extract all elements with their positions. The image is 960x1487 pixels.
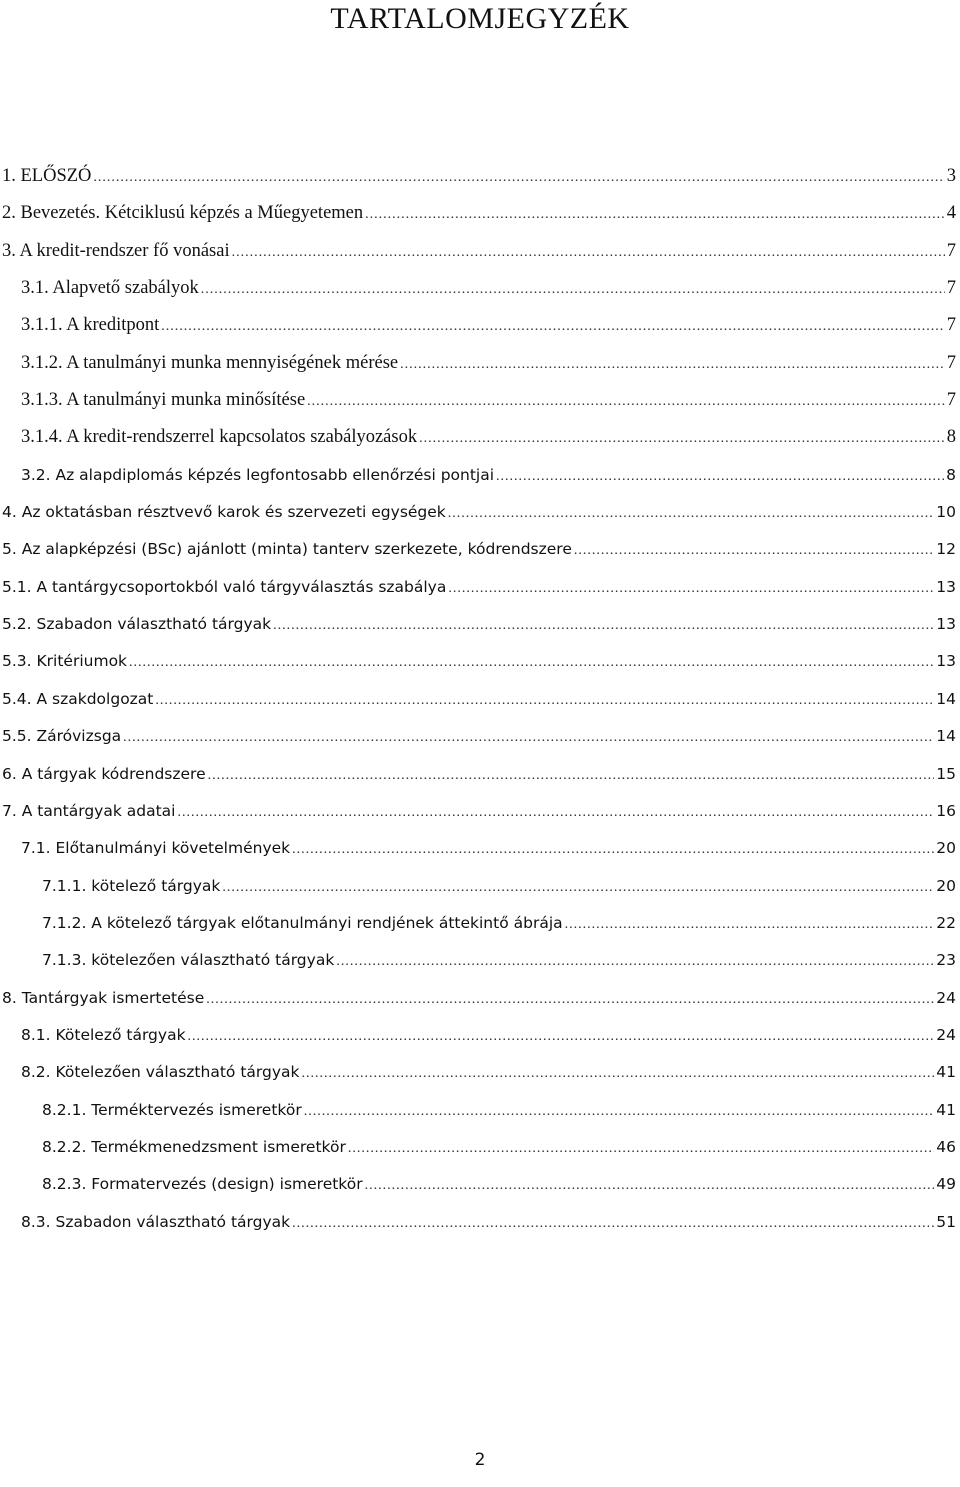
toc-entry-page: 20 bbox=[936, 839, 956, 858]
toc-dot-leader bbox=[232, 234, 945, 271]
toc-entry[interactable] bbox=[0, 606, 960, 643]
toc-entry-page: 7 bbox=[946, 240, 956, 261]
toc-entry-page: 41 bbox=[936, 1100, 956, 1119]
table-of-contents bbox=[0, 158, 960, 1241]
toc-entry[interactable] bbox=[0, 643, 960, 680]
toc-entry-title: 5. Az alapképzési (BSc) ajánlott (minta) tanterv szerkezete, kódrendszere bbox=[2, 540, 572, 559]
toc-entry-page: 22 bbox=[936, 913, 956, 932]
toc-dot-leader bbox=[365, 1167, 935, 1204]
toc-entry-page: 20 bbox=[936, 876, 956, 895]
toc-entry[interactable] bbox=[0, 980, 960, 1017]
toc-entry-page: 7 bbox=[946, 278, 956, 299]
toc-entry-title: 3. A kredit-rendszer fő vonásai bbox=[2, 240, 230, 261]
toc-entry[interactable] bbox=[0, 195, 960, 232]
toc-entry-title: 7.1.1. kötelező tárgyak bbox=[42, 876, 221, 895]
toc-dot-leader bbox=[177, 794, 934, 831]
toc-entry-page: 23 bbox=[936, 951, 956, 970]
toc-entry-title: 3.2. Az alapdiplomás képzés legfontosabb ellenőrzési pontjai bbox=[21, 465, 495, 484]
toc-dot-leader bbox=[222, 869, 934, 906]
toc-entry-page: 8 bbox=[946, 465, 956, 484]
toc-entry-title: 5.4. A szakdolgozat bbox=[2, 689, 154, 708]
toc-entry[interactable] bbox=[0, 868, 960, 905]
toc-entry-page: 4 bbox=[946, 203, 956, 224]
toc-entry-title: 5.5. Záróvizsga bbox=[2, 727, 122, 746]
toc-dot-leader bbox=[188, 1018, 935, 1055]
toc-entry[interactable] bbox=[0, 681, 960, 718]
toc-entry-page: 7 bbox=[946, 390, 956, 411]
toc-entry-title: 7.1.2. A kötelező tárgyak előtanulmányi rendjének áttekintő ábrája bbox=[42, 913, 563, 932]
toc-entry-title: 4. Az oktatásban résztvevő karok és szervezeti egységek bbox=[2, 503, 446, 522]
toc-entry-page: 13 bbox=[936, 652, 956, 671]
toc-entry-title: 3.1.2. A tanulmányi munka mennyiségének mérése bbox=[21, 352, 399, 373]
page-title: TARTALOMJEGYZÉK bbox=[330, 2, 630, 35]
toc-entry-title: 6. A tárgyak kódrendszere bbox=[2, 764, 206, 783]
toc-entry-title: 2. Bevezetés. Kétciklusú képzés a Műegyetemen bbox=[2, 203, 364, 224]
toc-dot-leader bbox=[155, 682, 934, 719]
toc-entry[interactable] bbox=[0, 457, 960, 494]
toc-entry[interactable] bbox=[0, 307, 960, 344]
toc-entry-page: 24 bbox=[936, 1025, 956, 1044]
toc-entry[interactable] bbox=[0, 793, 960, 830]
toc-entry-page: 12 bbox=[936, 540, 956, 559]
toc-dot-leader bbox=[208, 757, 935, 794]
toc-entry[interactable] bbox=[0, 905, 960, 942]
toc-entry-title: 7.1. Előtanulmányi követelmények bbox=[21, 839, 291, 858]
toc-entry-page: 16 bbox=[936, 801, 956, 820]
toc-entry-page: 13 bbox=[936, 615, 956, 634]
toc-entry-title: 8.1. Kötelező tárgyak bbox=[21, 1025, 186, 1044]
toc-entry-title: 3.1.3. A tanulmányi munka minősítése bbox=[21, 390, 306, 411]
toc-dot-leader bbox=[365, 196, 945, 233]
toc-dot-leader bbox=[400, 346, 945, 383]
toc-dot-leader bbox=[93, 159, 944, 196]
toc-entry-page: 13 bbox=[936, 577, 956, 596]
toc-entry[interactable] bbox=[0, 419, 960, 456]
toc-entry-title: 3.1.1. A kreditpont bbox=[21, 315, 160, 336]
toc-entry-title: 5.3. Kritériumok bbox=[2, 652, 128, 671]
toc-entry-title: 3.1.4. A kredit-rendszerrel kapcsolatos szabályozások bbox=[21, 427, 418, 448]
toc-entry-title: 8.2. Kötelezően választható tárgyak bbox=[21, 1063, 300, 1082]
toc-dot-leader bbox=[201, 271, 945, 308]
toc-entry[interactable] bbox=[0, 1017, 960, 1054]
toc-entry-title: 1. ELŐSZÓ bbox=[2, 166, 92, 186]
toc-entry-title: 8.2.2. Termékmenedzsment ismeretkör bbox=[42, 1137, 346, 1156]
toc-entry[interactable] bbox=[0, 830, 960, 867]
toc-entry-title: 5.2. Szabadon választható tárgyak bbox=[2, 615, 272, 634]
toc-entry-page: 8 bbox=[946, 427, 956, 448]
toc-entry[interactable] bbox=[0, 345, 960, 382]
toc-entry[interactable] bbox=[0, 569, 960, 606]
toc-entry[interactable] bbox=[0, 1166, 960, 1203]
toc-entry[interactable] bbox=[0, 531, 960, 568]
toc-dot-leader bbox=[565, 906, 935, 943]
toc-entry[interactable] bbox=[0, 382, 960, 419]
toc-entry[interactable] bbox=[0, 270, 960, 307]
toc-entry-page: 3 bbox=[946, 166, 956, 186]
toc-dot-leader bbox=[301, 1055, 934, 1092]
toc-dot-leader bbox=[304, 1093, 935, 1130]
toc-entry[interactable] bbox=[0, 718, 960, 755]
toc-entry-page: 24 bbox=[936, 988, 956, 1007]
toc-entry-title: 8. Tantárgyak ismertetése bbox=[2, 988, 205, 1007]
toc-dot-leader bbox=[448, 570, 934, 607]
page-number: 2 bbox=[474, 1450, 486, 1470]
toc-entry[interactable] bbox=[0, 158, 960, 195]
toc-entry[interactable] bbox=[0, 942, 960, 979]
toc-entry-page: 15 bbox=[936, 764, 956, 783]
toc-entry-page: 7 bbox=[946, 352, 956, 373]
toc-dot-leader bbox=[292, 1205, 934, 1242]
toc-entry-page: 41 bbox=[936, 1063, 956, 1082]
toc-entry-title: 8.2.1. Terméktervezés ismeretkör bbox=[42, 1100, 302, 1119]
toc-entry-page: 51 bbox=[936, 1212, 956, 1231]
toc-entry[interactable] bbox=[0, 1204, 960, 1241]
toc-entry-title: 5.1. A tantárgycsoportokból való tárgyválasztás szabálya bbox=[2, 577, 447, 596]
toc-entry-title: 7.1.3. kötelezően választható tárgyak bbox=[42, 951, 335, 970]
toc-entry[interactable] bbox=[0, 1092, 960, 1129]
toc-dot-leader bbox=[307, 383, 945, 420]
toc-dot-leader bbox=[273, 607, 934, 644]
toc-dot-leader bbox=[496, 458, 944, 495]
toc-entry-page: 7 bbox=[946, 315, 956, 336]
toc-entry-page: 14 bbox=[936, 689, 956, 708]
toc-entry-title: 8.2.3. Formatervezés (design) ismeretkör bbox=[42, 1175, 363, 1194]
toc-dot-leader bbox=[129, 644, 934, 681]
toc-entry-page: 10 bbox=[936, 503, 956, 522]
toc-entry[interactable] bbox=[0, 1054, 960, 1091]
toc-dot-leader bbox=[292, 831, 934, 868]
toc-dot-leader bbox=[448, 495, 934, 532]
toc-dot-leader bbox=[206, 981, 934, 1018]
toc-entry[interactable] bbox=[0, 494, 960, 531]
toc-entry-page: 46 bbox=[936, 1137, 956, 1156]
toc-dot-leader bbox=[419, 420, 945, 457]
toc-entry[interactable] bbox=[0, 1129, 960, 1166]
toc-entry-title: 7. A tantárgyak adatai bbox=[2, 801, 176, 820]
toc-entry-page: 14 bbox=[936, 727, 956, 746]
toc-dot-leader bbox=[574, 532, 934, 569]
toc-dot-leader bbox=[348, 1130, 934, 1167]
toc-entry[interactable] bbox=[0, 233, 960, 270]
toc-entry-page: 49 bbox=[936, 1175, 956, 1194]
toc-dot-leader bbox=[336, 943, 934, 980]
toc-entry[interactable] bbox=[0, 756, 960, 793]
toc-dot-leader bbox=[161, 308, 945, 345]
toc-entry-title: 8.3. Szabadon választható tárgyak bbox=[21, 1212, 291, 1231]
toc-dot-leader bbox=[123, 719, 934, 756]
toc-entry-title: 3.1. Alapvető szabályok bbox=[21, 278, 199, 299]
